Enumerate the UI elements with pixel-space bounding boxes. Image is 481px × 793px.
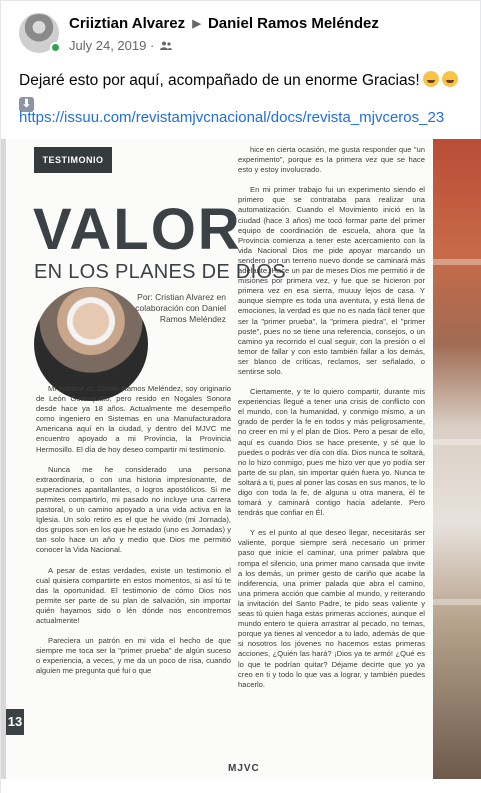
meta-separator: ·	[149, 38, 155, 53]
article-paragraph: Nunca me he considerado una persona extraordinaria, o con una historia impresionante, de superaciones apantallantes, o logros apostólicos. Si me permites compartirlo, mi pasado no incluye una carrera pastoral, o un camino apoyado a una vida activa en la Iglesia. Un solo retiro es el que he vivido (mi Jornada), dos grupos son en los que he estado (uno es Jornadas) y tan solo hace un año y medio que Dios me permitió conocer la Vida Nacional.	[36, 464, 231, 555]
article-subtitle: EN LOS PLANES DE DIOS	[34, 261, 286, 283]
post-header	[19, 13, 469, 61]
article-paragraph: Ciertamente, y te lo quiero compartir, durante mis experiencias llegué a tener una crisis de conflicto con el mundo, con la humanidad, y conmigo mismo, a un grado de perder la fe en todos y más peligrosamente, no creer en mí y el plan de Dios. Pero a pesar de ello, aquí es cuando Dios se hace presente, y sé que lo puedes o podrás ver día con día. Dios nunca te soltará, no lo hizo conmigo, pues me hizo ver que yo podía ser parte de su plan, sin importar quién fuera yo. Nunca te soltará a ti, pues al poner las cosas en sus manos, te lo digo con toda la fe, de alguna u otra manera, él te tomará y caminará contigo hacia adelante. Pero tendrás que confiar en Él.	[238, 387, 425, 518]
photo-band	[433, 599, 481, 605]
adjacent-page-photo	[433, 139, 481, 779]
post-date-link[interactable]: July 24, 2019	[69, 38, 147, 53]
magazine-logo: MJVC	[228, 763, 260, 774]
article-paragraph: Mi nombre es Daniel Ramos Meléndez, soy originario de León Guanajuato, pero resido en Nogales Sonora desde hace ya 18 años. Actualmente me desempeño como ingeniero en Sistemas en una Manufacturadora Americana aquí en la ciudad, y dentro del MJVC me encuentro apoyado a mi Provincia, la Provincia Hermosillo. El día de hoy deseo compartir mi testimonio.	[36, 384, 231, 454]
online-status-dot	[50, 42, 61, 53]
magazine-image[interactable]	[1, 139, 481, 779]
magazine-page	[6, 139, 433, 779]
article-paragraph: Pareciera un patrón en mi vida el hecho de que siempre me toca ser la "primer prueba" de algún suceso o experiencia, a veces, y me da un poco de risa, cuando alguien me pregunta qué fui o que	[36, 636, 231, 676]
down-arrow-emoji-icon: ⬇	[19, 97, 34, 112]
article-byline: Por: Cristian Alvarez en colaboración con Daniel Ramos Meléndez	[135, 292, 226, 324]
issuu-link[interactable]: https://issuu.com/revistamjvcnacional/docs/revista_mjvceros_23	[19, 109, 445, 126]
post-names	[69, 14, 379, 35]
photo-band	[433, 439, 481, 445]
article-paragraph: Y es el punto al que deseo llegar, necesitarás ser valiente, porque siempre será necesario un primer paso que inicie el caminar, una primer palabra que rompa el silencio, una primer mano cansada que invite a los demás, un primer gesto de cariño que acabe la indiferencia, una primer palada que abra el camino, una primera acción que cambie al mundo, y reiterando la invitación del Santo Padre, te pido seas valiente y seas tú quien haga estas primeras acciones, aunque el mundo entero te quiera arrastrar al pecado, no temas, porque ya tienes al vencedor a tu lado, además de que si nosotros los jóvenes no hacemos estas primeras acciones, ¿Quién las hará? ¡Dios ya te armó! ¿Qué es lo que te podrían quitar? Déjame decirte que yo ya creo en ti y todo lo que vas a lograr, y también puedes hacerlo.	[238, 528, 425, 689]
section-tag: TESTIMONIO	[34, 147, 112, 173]
author-name-link[interactable]: Criiztian Alvarez	[69, 15, 186, 32]
article-paragraph: A pesar de estas verdades, existe un testimonio el cual quisiera compartirte en estos momentos, si así tú te das la oportunidad. El testimonio de cómo Dios nos permite ser parte de su plan de salvación, sin importar quién hayamos sido o lén dónde nos encontremos actualmente!	[36, 565, 231, 625]
photo-band	[433, 259, 481, 265]
article-column-left	[36, 384, 231, 686]
page-number: 13	[6, 709, 24, 735]
recipient-name-link[interactable]: Daniel Ramos Meléndez	[207, 15, 379, 32]
post-meta	[69, 38, 172, 54]
post-footer-space	[1, 779, 481, 793]
article-column-right	[238, 145, 425, 700]
article-paragraph: hice en cierta ocasión, me gusta responder que "un experimento", porque es la primera vez que se hace esto y estoy involucrado.	[238, 145, 425, 175]
article-paragraph: En mi primer trabajo fui un experimento siendo el primero que se contrataba para realizar una automatización. Cuando el Movimiento inició en la ciudad (hace 3 años) me tocó formar parte del primer equipo de coordinación de escuela, ahora que la Provincia comienza a tener este acercamiento con la vida Nacional Dios me pide apoyar marcando un sendero por un terreno nuevo donde se caminará más adelante. Hace un par de meses Dios me permitió ir de misiones por primera vez, y fue que se hicieron por primera vez en esa sierra, muuuy lejos de casa. Y aunque siempre es toda una aventura, y está llena de emociones, la verdad es que no es nada fácil tener que ser la "primer prueba", la "primera piedra", el "primer poste", pues no se tiene una referencia, consejos, o un camino ya recorrido el cual seguir, con la presión o el temor de fallar y con esto también fallar a los demás, ser blanco de críticas, reclamos, ser señalado, o sentirse solo.	[238, 185, 425, 376]
play-right-icon: ▶	[192, 18, 201, 30]
grinning-sweat-emoji-icon	[423, 71, 439, 87]
author-avatar-wrap[interactable]	[19, 13, 59, 53]
astonished-emoji-icon	[442, 71, 458, 87]
post-text	[19, 71, 469, 112]
article-title: VALOR	[33, 197, 242, 262]
friends-icon[interactable]	[160, 41, 172, 51]
post-message: Dejaré esto por aquí, acompañado de un enorme Gracias!	[19, 72, 420, 89]
